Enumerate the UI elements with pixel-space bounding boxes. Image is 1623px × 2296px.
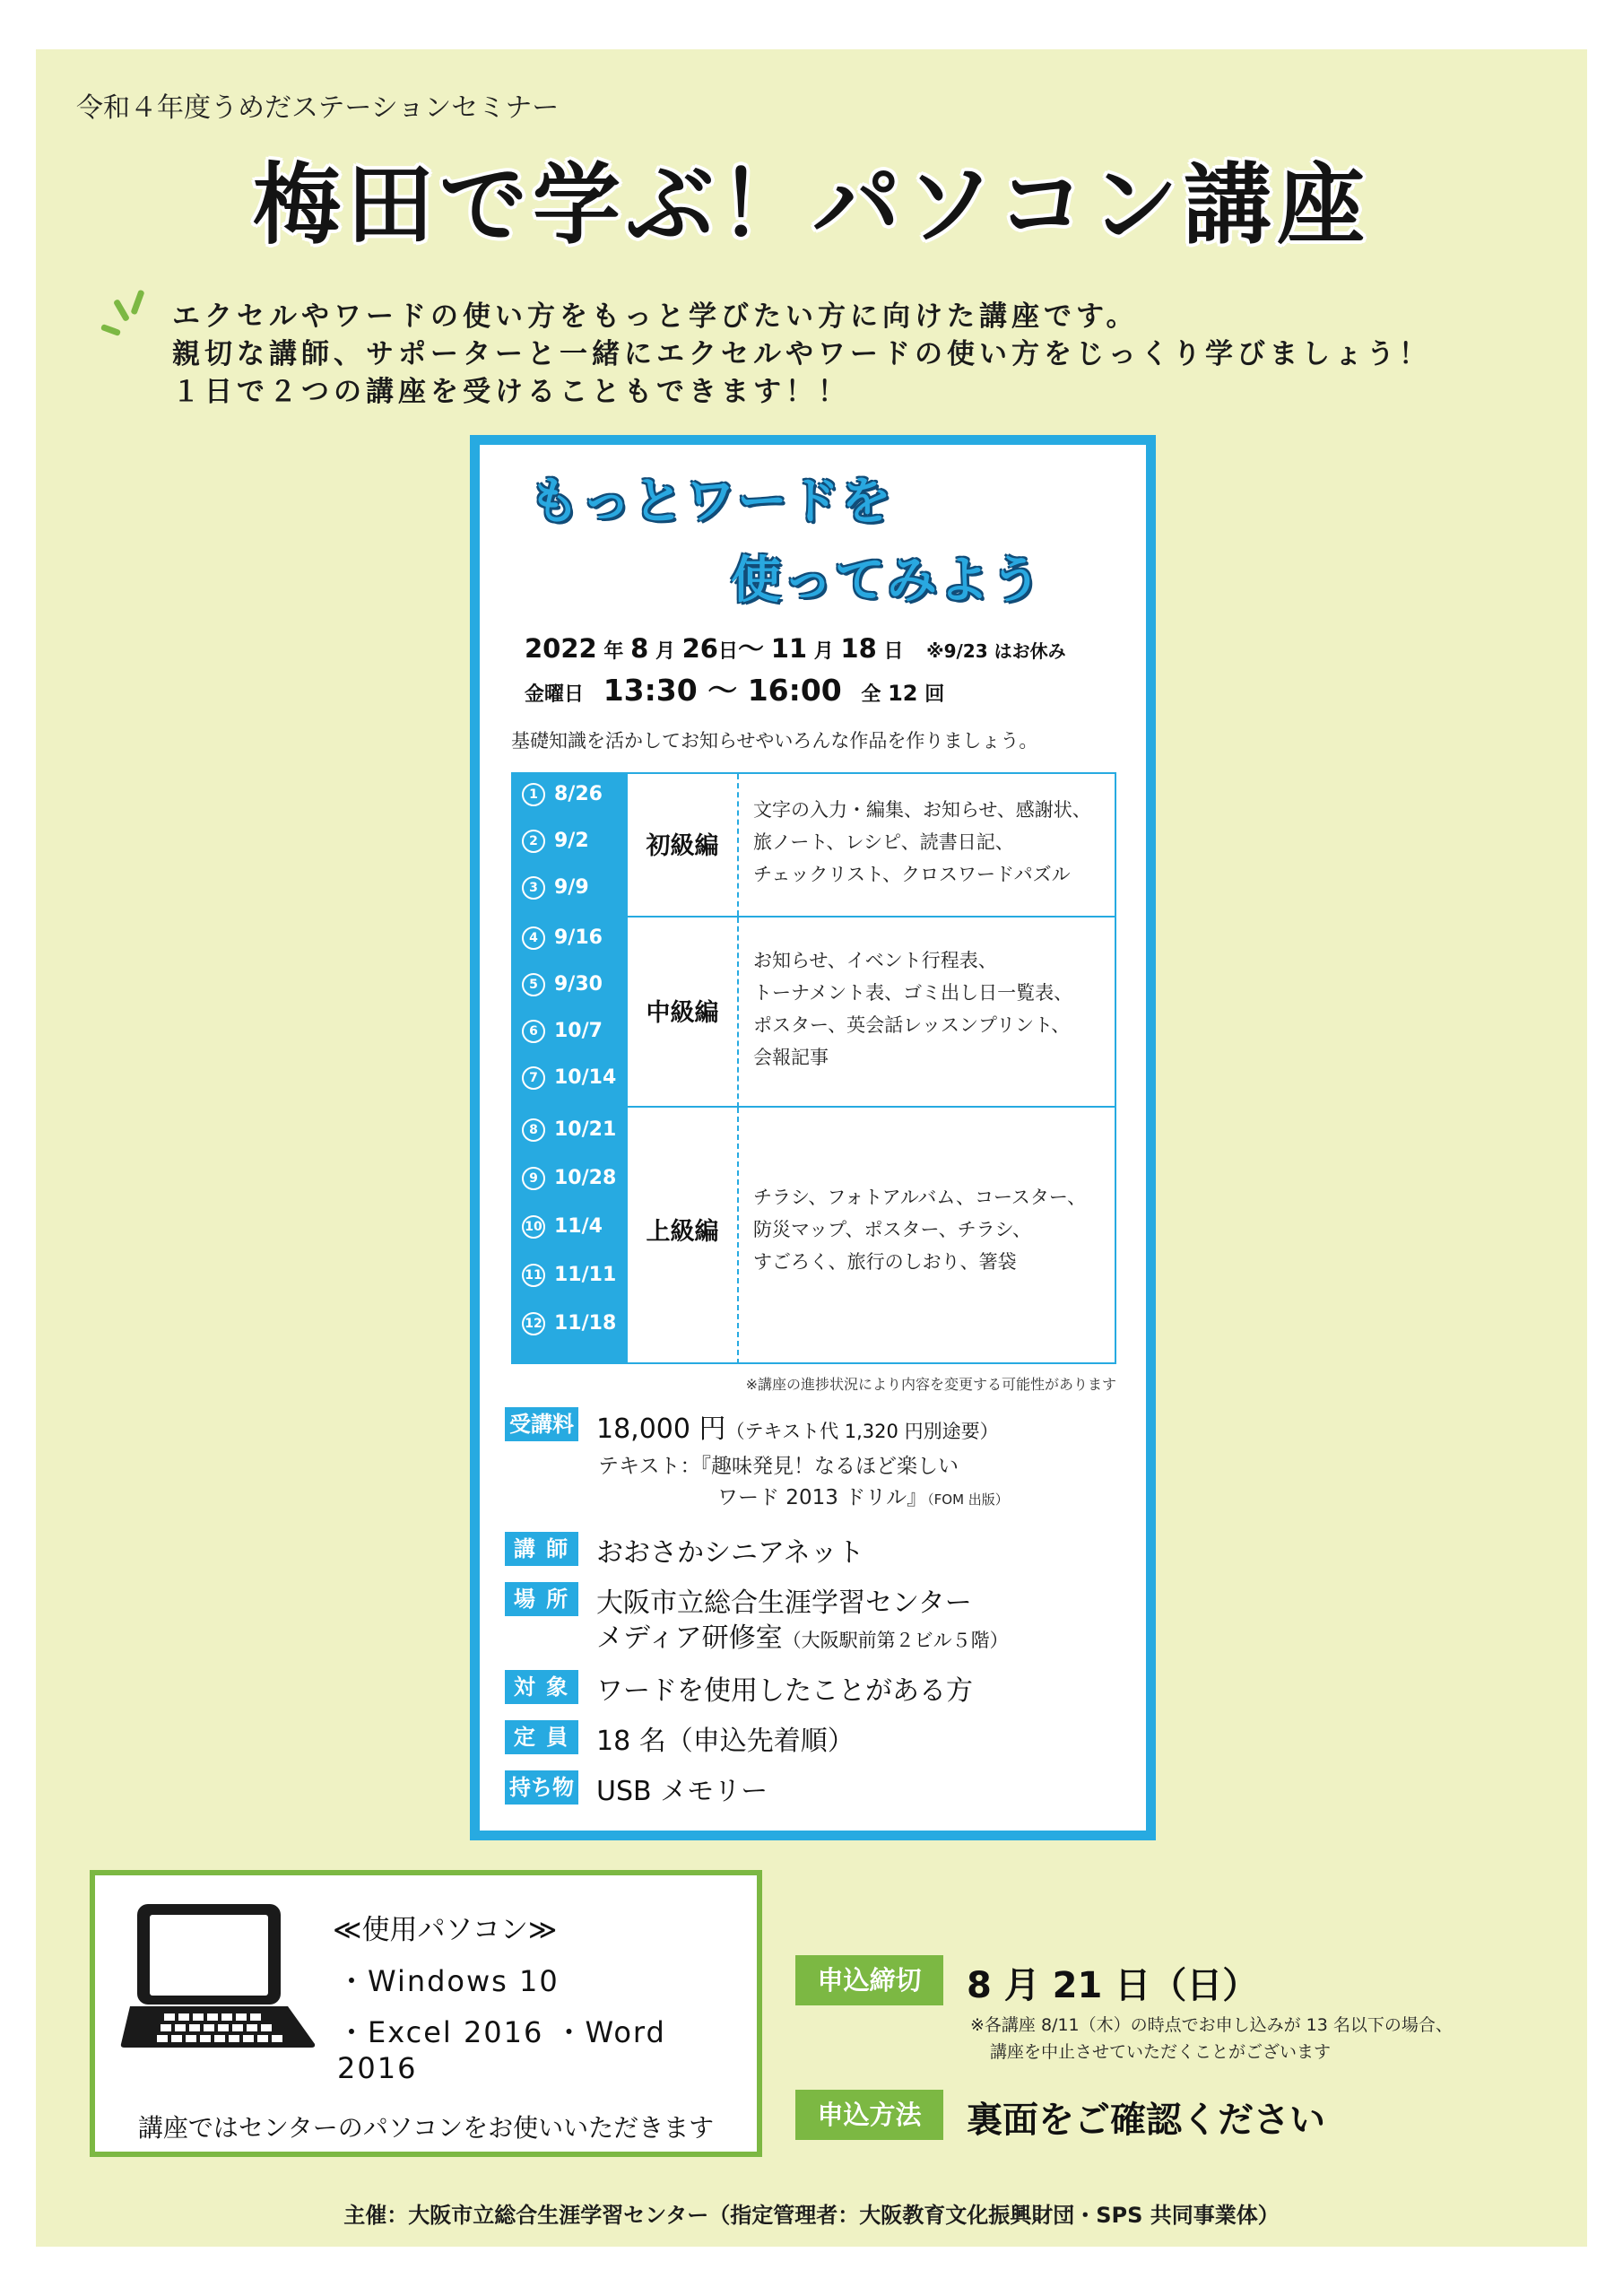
instructor-value: おおさかシニアネット	[596, 1537, 864, 1569]
course-card	[470, 435, 1156, 1840]
schedule-date: 6 10/7	[513, 1020, 628, 1043]
method-label: 申込方法	[795, 2090, 943, 2140]
course-description: 基礎知識を活かしてお知らせやいろんな作品を作りましょう。	[511, 730, 1038, 752]
pc-note: 講座ではセンターのパソコンをお使いいただきます	[137, 2113, 715, 2143]
schedule-date: 3 9/9	[513, 876, 628, 900]
course-dates: 2022 年 8 月 26日～ 11 月 18 日 ※9/23 はお休み	[525, 633, 1066, 664]
deadline-note: ※各講座 8/11（木）の時点でお申し込みが 13 名以下の場合、 講座を中止させていただくことがございます	[970, 2015, 1453, 2062]
intro-line: １日で２つの講座を受けることもできます！！	[172, 376, 850, 408]
intro-text	[172, 298, 1431, 411]
bring-label: 持ち物	[505, 1770, 578, 1805]
seminar-subtitle: 令和４年度うめだステーションセミナー	[76, 92, 560, 124]
deadline-label: 申込締切	[795, 1955, 943, 2005]
target-value: ワードを使用したことがある方	[596, 1675, 973, 1707]
pc-title: ≪使用パソコン≫	[333, 1914, 558, 1946]
course-title-line1: もっとワードを	[529, 473, 893, 531]
intro-line: エクセルやワードの使い方をもっと学びたい方に向けた講座です。	[172, 300, 1139, 333]
schedule-section-intermediate	[513, 916, 1115, 1108]
schedule-date: 8 10/21	[513, 1118, 628, 1142]
course-title-line2: 使ってみよう	[731, 552, 1043, 610]
schedule-date: 11 11/11	[513, 1264, 628, 1287]
schedule-date: 2 9/2	[513, 830, 628, 853]
method-value: 裏面をご確認ください	[967, 2100, 1325, 2141]
schedule-note: ※講座の進捗状況により内容を変更する可能性があります	[745, 1376, 1116, 1393]
pc-os: ・Windows 10	[337, 1964, 560, 1998]
course-time: 金曜日 13:30 〜 16:00 全 12 回	[525, 673, 945, 708]
schedule-section-advanced	[513, 1106, 1115, 1364]
bring-value: USB メモリー	[596, 1776, 768, 1807]
pc-software: ・Excel 2016 ・Word 2016	[337, 2015, 666, 2085]
target-label: 対 象	[505, 1670, 578, 1704]
schedule-date: 12 11/18	[513, 1312, 628, 1335]
level-content: お知らせ、イベント行程表、 トーナメント表、ゴミ出し日一覧表、 ポスター、英会話レッスンプリント、 会報記事	[753, 950, 1073, 1068]
poster	[36, 49, 1587, 2247]
capacity-label: 定 員	[505, 1720, 578, 1754]
course-title	[529, 463, 1043, 621]
level-label: 初級編	[646, 832, 719, 860]
schedule-date: 1 8/26	[513, 783, 628, 806]
capacity-value: 18 名（申込先着順）	[596, 1726, 855, 1757]
schedule-date: 4 9/16	[513, 926, 628, 950]
fee-label: 受講料	[505, 1407, 578, 1441]
textbook-line1: テキスト：『趣味発見！なるほど楽しい	[598, 1455, 959, 1478]
fee-value: 18,000 円（テキスト代 1,320 円別途要）	[596, 1413, 999, 1445]
pc-info-box	[90, 1870, 762, 2157]
footer-organizer: 主催：大阪市立総合生涯学習センター（指定管理者：大阪教育文化振興財団・SPS 共同事業体）	[343, 2203, 1280, 2228]
deadline-value: 8 月 21 日（日）	[967, 1965, 1259, 2006]
level-label: 上級編	[646, 1218, 719, 1246]
laptop-icon	[117, 1900, 319, 2048]
level-content: 文字の入力・編集、お知らせ、感謝状、 旅ノート、レシピ、読書日記、 チェックリスト、クロスワードパズル	[753, 799, 1091, 885]
level-label: 中級編	[646, 999, 719, 1027]
schedule-table	[511, 772, 1116, 1364]
intro-line: 親切な講師、サポーターと一緒にエクセルやワードの使い方をじっくり学びましょう！	[172, 338, 1431, 370]
holiday-note: ※9/23 はお休み	[926, 640, 1066, 662]
schedule-date: 9 10/28	[513, 1167, 628, 1190]
schedule-section-beginner	[513, 774, 1115, 916]
page-title: 梅田で学ぶ！パソコン講座	[252, 154, 1371, 257]
schedule-date: 7 10/14	[513, 1066, 628, 1090]
venue-line2: メディア研修室（大阪駅前第２ビル５階）	[596, 1622, 1009, 1654]
sparkle-icon	[108, 290, 143, 326]
schedule-date: 5 9/30	[513, 973, 628, 996]
venue-label: 場 所	[505, 1582, 578, 1616]
instructor-label: 講 師	[505, 1532, 578, 1566]
textbook-line2: ワード 2013 ドリル』（FOM 出版）	[717, 1486, 1009, 1509]
venue-line1: 大阪市立総合生涯学習センター	[596, 1587, 972, 1619]
schedule-date: 10 11/4	[513, 1215, 628, 1239]
level-content: チラシ、フォトアルバム、コースター、 防災マップ、ポスター、チラシ、 すごろく、旅行のしおり、箸袋	[753, 1187, 1087, 1273]
